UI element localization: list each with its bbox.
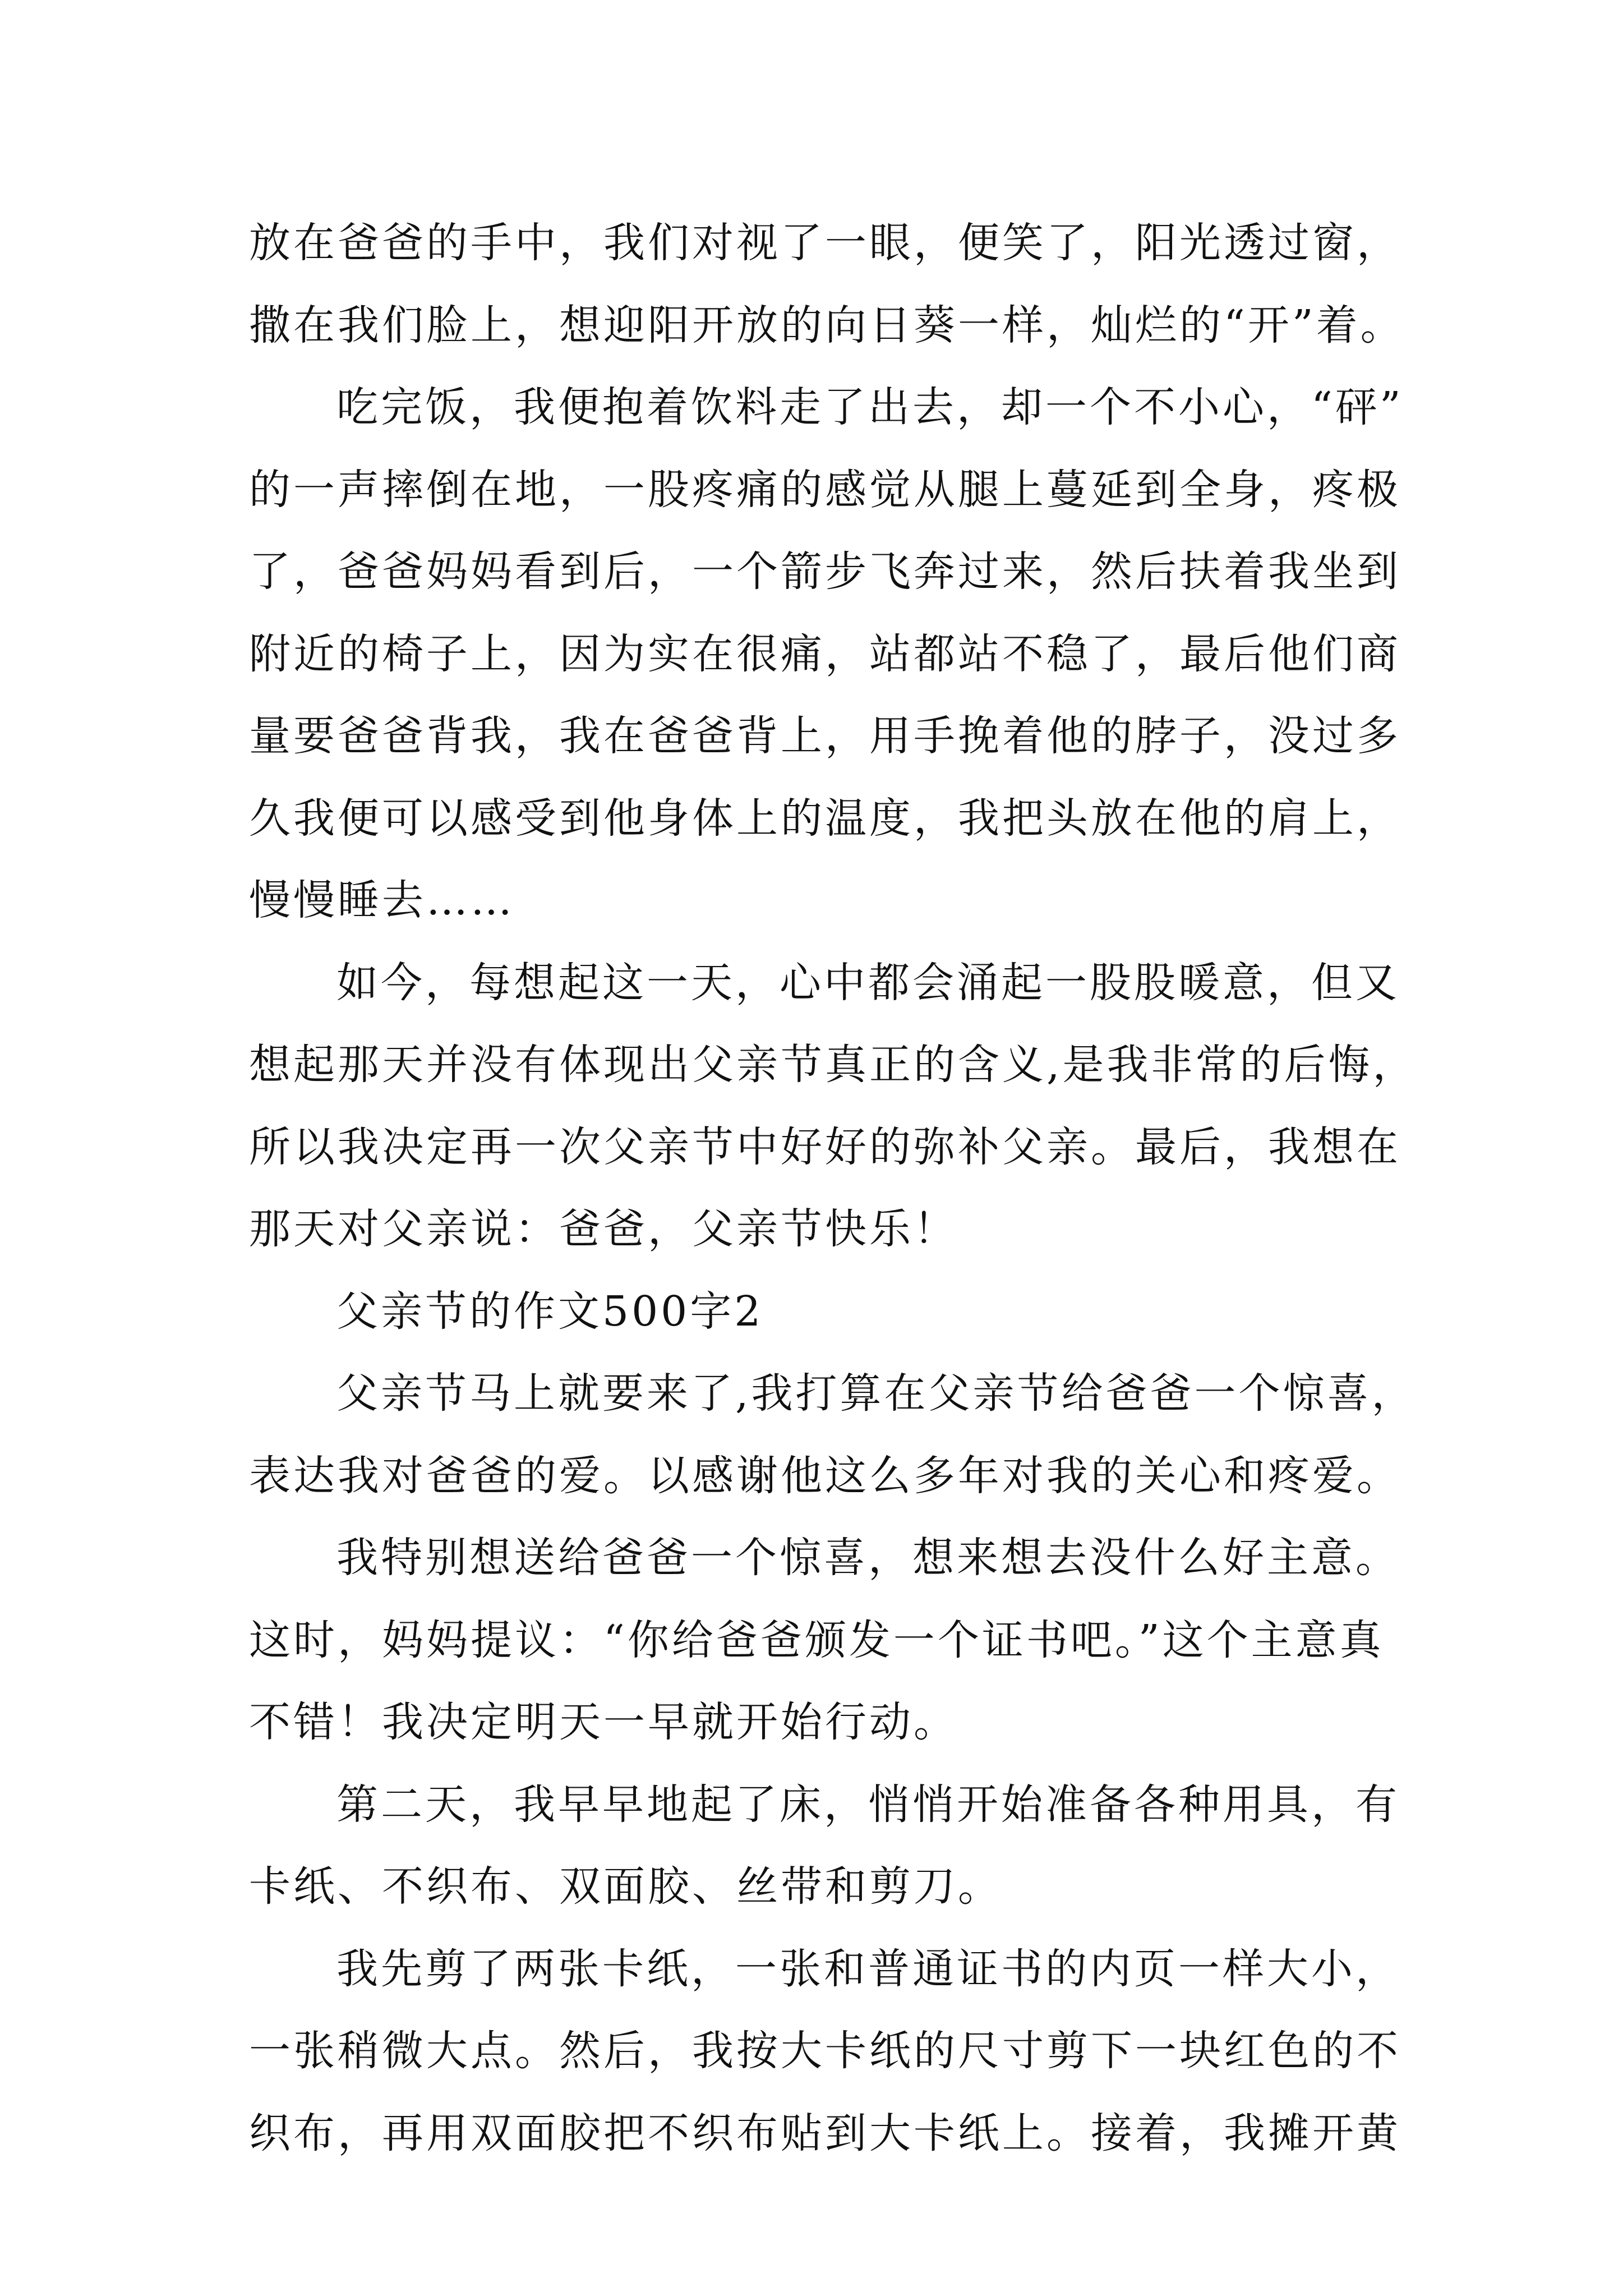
text-line: 织布，再用双面胶把不织布贴到大卡纸上。接着，我摊开黄 — [249, 2109, 1401, 2157]
paragraph-start-line: 我先剪了两张卡纸，一张和普通证书的内页一样大小， — [336, 1944, 1400, 1993]
text-line: 卡纸、不织布、双面胶、丝带和剪刀。 — [249, 1862, 1002, 1911]
text-line: 所以我决定再一次父亲节中好好的弥补父亲。最后，我想在 — [249, 1122, 1401, 1171]
text-line: 慢慢睡去…… — [249, 876, 515, 924]
section-heading: 父亲节的作文500字2 — [336, 1287, 764, 1336]
paragraph-start-line: 如今，每想起这一天，心中都会涌起一股股暖意，但又 — [336, 958, 1400, 1007]
text-line: 想起那天并没有体现出父亲节真正的含义,是我非常的后悔， — [249, 1041, 1417, 1089]
essay-body — [249, 202, 1415, 2174]
text-line: 那天对父亲说：爸爸，父亲节快乐！ — [249, 1205, 958, 1253]
paragraph-start-line: 父亲节马上就要来了,我打算在父亲节给爸爸一个惊喜， — [336, 1369, 1416, 1418]
text-line: 的一声摔倒在地，一股疼痛的感觉从腿上蔓延到全身，疼极 — [249, 465, 1401, 514]
paragraph-start-line: 我特别想送给爸爸一个惊喜，想来想去没什么好主意。 — [336, 1534, 1400, 1582]
text-line: 表达我对爸爸的爱。以感谢他这么多年对我的关心和疼爱。 — [249, 1451, 1401, 1500]
paragraph-start-line: 第二天，我早早地起了床，悄悄开始准备各种用具，有 — [336, 1780, 1400, 1829]
text-line: 不错！我决定明天一早就开始行动。 — [249, 1698, 958, 1746]
text-line: 这时，妈妈提议：“你给爸爸颁发一个证书吧。”这个主意真 — [249, 1616, 1384, 1664]
text-line: 撒在我们脸上，想迎阳开放的向日葵一样，灿烂的“开”着。 — [249, 301, 1405, 349]
text-line: 一张稍微大点。然后，我按大卡纸的尺寸剪下一块红色的不 — [249, 2027, 1401, 2075]
text-line: 附近的椅子上，因为实在很痛，站都站不稳了，最后他们商 — [249, 629, 1401, 678]
paragraph-start-line: 吃完饭，我便抱着饮料走了出去，却一个不小心，“砰” — [336, 383, 1404, 431]
text-line: 久我便可以感受到他身体上的温度，我把头放在他的肩上， — [249, 794, 1401, 843]
text-line: 放在爸爸的手中，我们对视了一眼，便笑了，阳光透过窗， — [249, 219, 1401, 267]
text-line: 量要爸爸背我，我在爸爸背上，用手挽着他的脖子，没过多 — [249, 712, 1401, 760]
text-line: 了，爸爸妈妈看到后，一个箭步飞奔过来，然后扶着我坐到 — [249, 547, 1401, 596]
